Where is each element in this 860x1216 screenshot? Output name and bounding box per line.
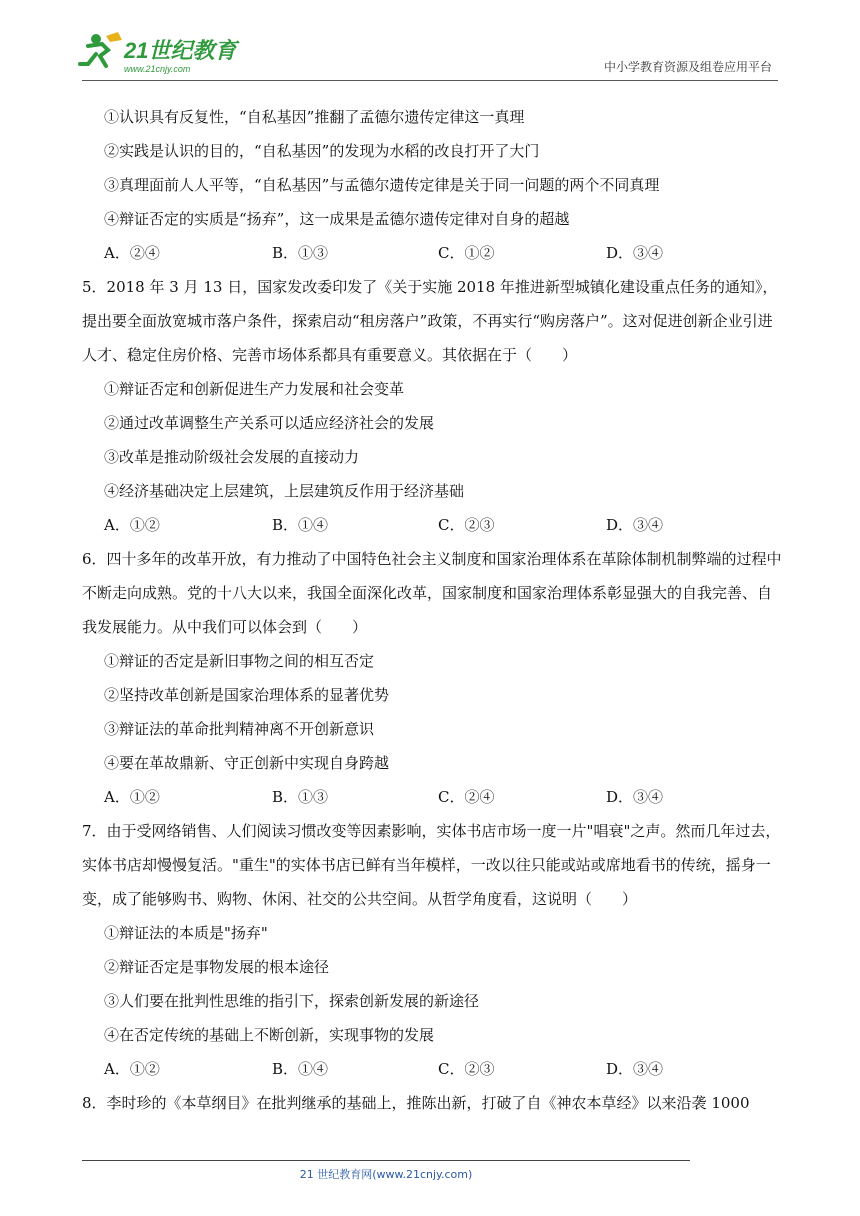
q7-choice-c: C．②③: [438, 1060, 495, 1078]
question-content: [82, 100, 782, 1120]
page-header: [0, 0, 860, 90]
q5-choice-a: A．①②: [104, 516, 160, 534]
q4-choice-c: C．①②: [438, 244, 495, 262]
q6-choice-c: C．②④: [438, 788, 495, 806]
q5-choice-c: C．②③: [438, 516, 495, 534]
runner-logo-icon: [78, 30, 253, 78]
logo: [78, 30, 253, 78]
q6-option-1: ①辩证的否定是新旧事物之间的相互否定: [104, 652, 375, 670]
q4-option-1: ①认识具有反复性，“自私基因”推翻了孟德尔遗传定律这一真理: [104, 108, 525, 126]
q4-choice-d: D．③④: [606, 244, 664, 262]
page-footer: 21 世纪教育网(www.21cnjy.com): [299, 1168, 473, 1181]
q7-stem: 7．由于受网络销售、人们阅读习惯改变等因素影响，实体书店市场一度一片"唱衰"之声。然而几年过去，实体书店却慢慢复活。"重生"的实体书店已鲜有当年模样，一改以往只能或站或席地看书的传统，摇身一变，成了能够购书、购物、休闲、社交的公共空间。从哲学角度看，这说明（ ）: [82, 822, 781, 908]
q4-choice-b: B．①③: [272, 244, 329, 262]
q7-option-2: ②辩证否定是事物发展的根本途径: [104, 958, 330, 976]
q8-stem: 8．李时珍的《本草纲目》在批判继承的基础上，推陈出新，打破了自《神农本草经》以来沿袭 1000: [82, 1094, 750, 1112]
q7-option-1: ①辩证法的本质是"扬弃": [104, 924, 268, 942]
q5-option-1: ①辩证否定和创新促进生产力发展和社会变革: [104, 380, 405, 398]
q5-option-3: ③改革是推动阶级社会发展的直接动力: [104, 448, 360, 466]
q5-option-2: ②通过改革调整生产关系可以适应经济社会的发展: [104, 414, 435, 432]
q5-choice-b: B．①④: [272, 516, 329, 534]
q5-answer-choices: [82, 508, 782, 542]
q7-choice-a: A．①②: [104, 1060, 160, 1078]
q7-option-3: ③人们要在批判性思维的指引下，探索创新发展的新途径: [104, 992, 480, 1010]
q6-option-2: ②坚持改革创新是国家治理体系的显著优势: [104, 686, 390, 704]
q6-choice-d: D．③④: [606, 788, 664, 806]
q4-option-4: ④辩证否定的实质是“扬弃”，这一成果是孟德尔遗传定律对自身的超越: [104, 210, 570, 228]
q7-choice-d: D．③④: [606, 1060, 664, 1078]
q5-stem: 5．2018 年 3 月 13 日，国家发改委印发了《关于实施 2018 年推进新型城镇化建设重点任务的通知》，提出要全面放宽城市落户条件，探索启动“租房落户”政策，不再实行“购房落户”。这对促进创新企业引进人才、稳定住房价格、完善市场体系都具有重要意义。其依据在于（ ）: [82, 278, 778, 364]
footer-divider: [82, 1160, 690, 1161]
svg-text:21世纪教育: 21世纪教育: [124, 38, 237, 63]
svg-text:www.21cnjy.com: www.21cnjy.com: [124, 64, 191, 74]
platform-name: 中小学教育资源及组卷应用平台: [603, 60, 772, 74]
q7-answer-choices: [82, 1052, 782, 1086]
q6-option-3: ③辩证法的革命批判精神离不开创新意识: [104, 720, 375, 738]
q7-option-4: ④在否定传统的基础上不断创新，实现事物的发展: [104, 1026, 435, 1044]
q6-option-4: ④要在革故鼎新、守正创新中实现自身跨越: [104, 754, 390, 772]
q5-choice-d: D．③④: [606, 516, 664, 534]
q6-choice-a: A．①②: [104, 788, 160, 806]
q7-choice-b: B．①④: [272, 1060, 329, 1078]
q6-choice-b: B．①③: [272, 788, 329, 806]
q6-answer-choices: [82, 780, 782, 814]
q6-stem: 6．四十多年的改革开放，有力推动了中国特色社会主义制度和国家治理体系在革除体制机制弊端的过程中不断走向成熟。党的十八大以来，我国全面深化改革，国家制度和国家治理体系彰显强大的自我完善、自我发展能力。从中我们可以体会到（ ）: [82, 550, 782, 636]
q4-answer-choices: [82, 236, 782, 270]
header-divider: [82, 80, 778, 81]
q5-option-4: ④经济基础决定上层建筑，上层建筑反作用于经济基础: [104, 482, 465, 500]
q4-choice-a: A．②④: [104, 244, 160, 262]
q4-option-3: ③真理面前人人平等，“自私基因”与孟德尔遗传定律是关于同一问题的两个不同真理: [104, 176, 660, 194]
q4-option-2: ②实践是认识的目的，“自私基因”的发现为水稻的改良打开了大门: [104, 142, 540, 160]
